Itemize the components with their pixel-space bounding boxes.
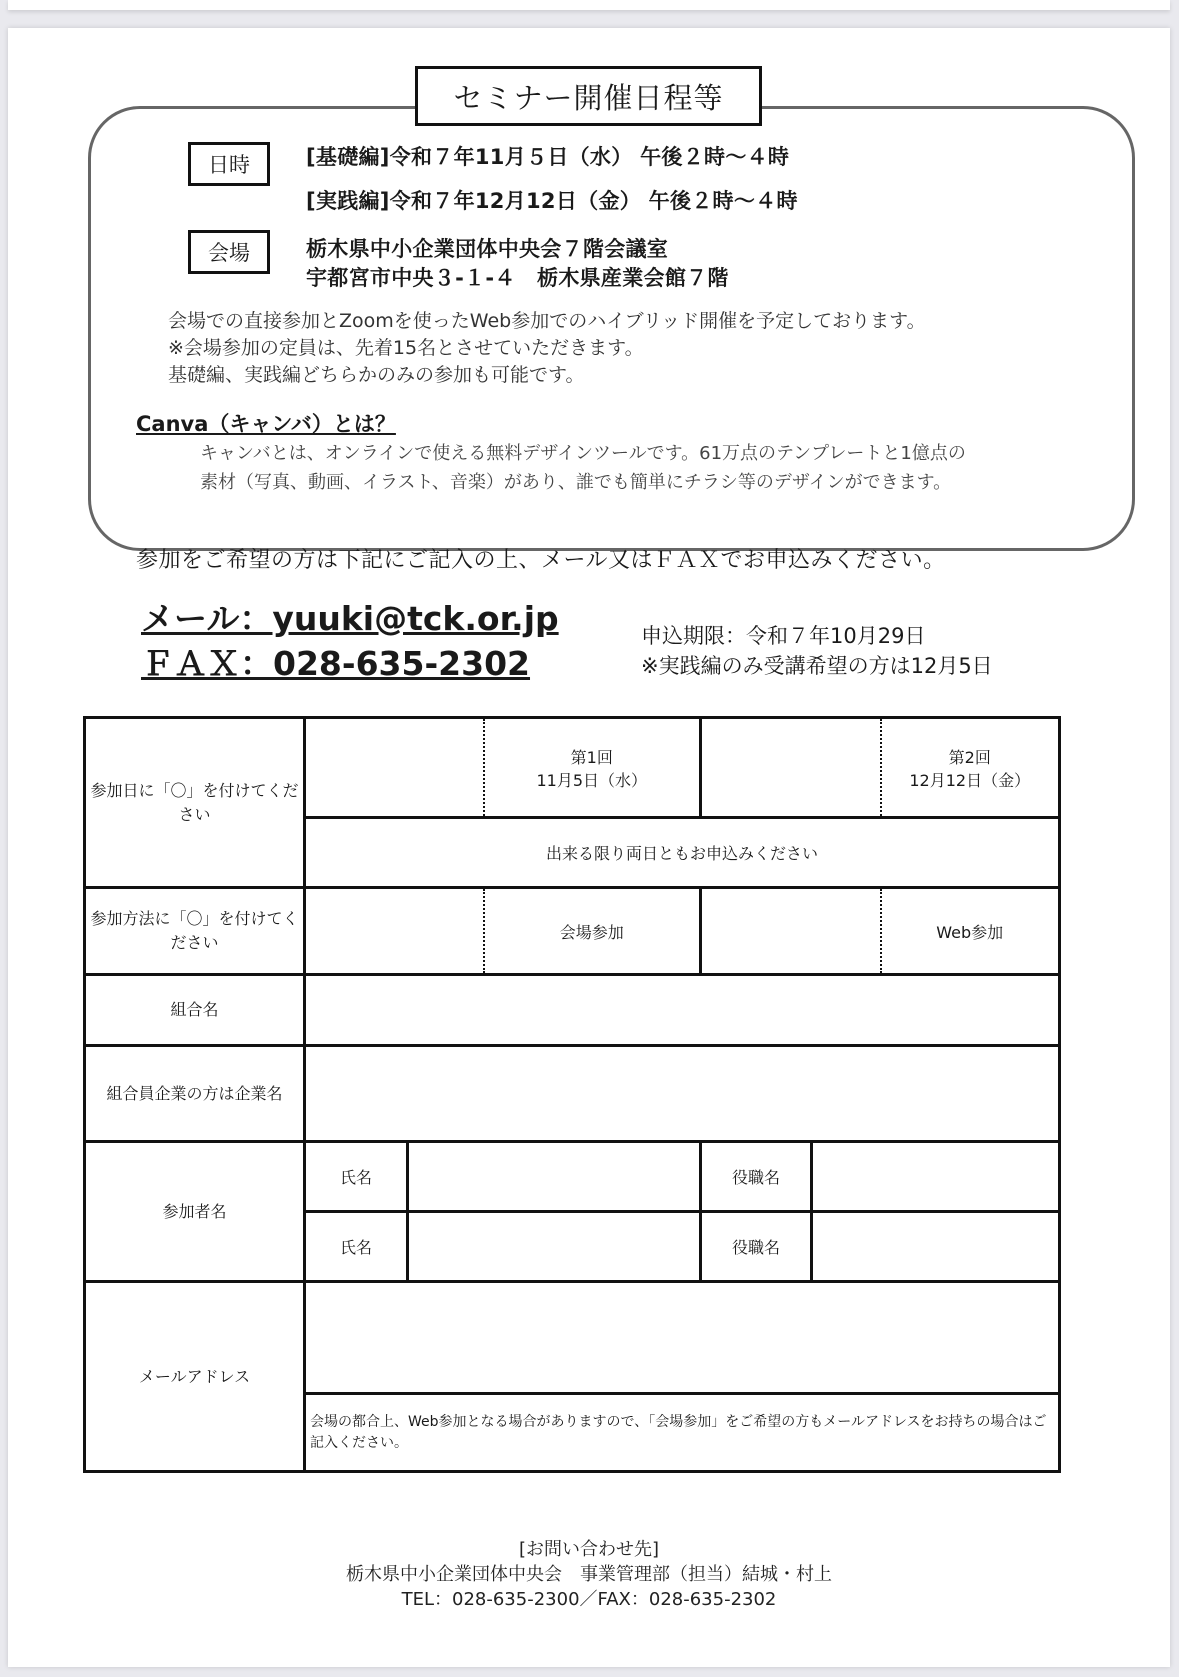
union-label: 組合名 (85, 975, 305, 1046)
canva-description (200, 439, 966, 497)
company-row (85, 1046, 1060, 1142)
datetime-basic: [基礎編]令和７年11月５日（水） 午後２時～４時 (306, 145, 790, 169)
venue-name: 栃木県中小企業団体中央会７階会議室 (306, 237, 669, 261)
seminar-title: セミナー開催日程等 (415, 66, 762, 126)
email-input[interactable] (305, 1282, 1060, 1394)
session1-title: 第1回 (570, 747, 613, 767)
footer-heading: [お問い合わせ先] (518, 1539, 660, 1560)
venue-address: 宇都宮市中央３-１-４ 栃木県産業会館７階 (306, 266, 729, 290)
note-hybrid: 会場での直接参加とZoomを使ったWeb参加でのハイブリッド開催を予定しております。 (168, 310, 926, 332)
application-form-table (83, 716, 1061, 1473)
session1-date: 11月5日（水） (536, 770, 648, 790)
session1-cell (484, 718, 701, 818)
name-input-2[interactable] (408, 1212, 701, 1282)
position-label-1: 役職名 (701, 1142, 812, 1212)
company-label: 組合員企業の方は企業名 (85, 1046, 305, 1142)
session2-date: 12月12日（金） (909, 770, 1031, 790)
fax-contact: ＦＡＸ：028-635-2302 (141, 644, 531, 683)
method-row (85, 888, 1060, 975)
both-days-note: 出来る限り両日ともお申込みください (305, 818, 1060, 888)
date-row (85, 718, 1060, 818)
email-row (85, 1282, 1060, 1394)
email-label: メールアドレス (85, 1282, 305, 1472)
method-label (85, 888, 305, 975)
footer-org: 栃木県中小企業団体中央会 事業管理部（担当）結城・村上 (346, 1564, 832, 1585)
previous-page-edge (8, 0, 1170, 10)
deadline: 申込期限：令和７年10月29日 (641, 624, 926, 648)
deadline-note: ※実践編のみ受講希望の方は12月5日 (641, 654, 993, 678)
session2-title: 第2回 (948, 747, 991, 767)
method-web-mark-cell[interactable] (701, 888, 881, 975)
canva-line: キャンバとは、オンラインで使える無料デザインツールです。61万点のテンプレートと1億点の (200, 443, 966, 464)
venue-label: 会場 (188, 230, 270, 274)
name-input-1[interactable] (408, 1142, 701, 1212)
datetime-practice: [実践編]令和７年12月12日（金） 午後２時～４時 (306, 189, 798, 213)
position-input-1[interactable] (812, 1142, 1060, 1212)
email-note: 会場の都合上、Web参加となる場合がありますので、「会場参加」をご希望の方もメールアドレスをお持ちの場合はご記入ください。 (305, 1394, 1060, 1472)
note-either: 基礎編、実践編どちらかのみの参加も可能です。 (168, 364, 585, 386)
union-input[interactable] (305, 975, 1060, 1046)
session1-mark-cell[interactable] (305, 718, 484, 818)
session2-cell (881, 718, 1060, 818)
session2-mark-cell[interactable] (701, 718, 881, 818)
method-venue: 会場参加 (484, 888, 701, 975)
participant-row-1 (85, 1142, 1060, 1212)
participant-label: 参加者名 (85, 1142, 305, 1282)
name-label-1: 氏名 (305, 1142, 408, 1212)
union-row (85, 975, 1060, 1046)
company-input[interactable] (305, 1046, 1060, 1142)
method-web: Web参加 (881, 888, 1060, 975)
canva-heading: Canva（キャンバ）とは？ (136, 412, 396, 436)
position-label-2: 役職名 (701, 1212, 812, 1282)
datetime-label: 日時 (188, 142, 270, 186)
position-input-2[interactable] (812, 1212, 1060, 1282)
date-label-text: 参加日に「〇」を付けてください (90, 780, 299, 824)
application-intro: 参加をご希望の方は下記にご記入の上、メール又はＦＡＸでお申込みください。 (136, 548, 946, 573)
date-label (85, 718, 305, 888)
contact-footer (8, 1537, 1170, 1612)
canva-line: 素材（写真、動画、イラスト、音楽）があり、誰でも簡単にチラシ等のデザインができます。 (200, 472, 952, 493)
footer-tel: TEL：028-635-2300／FAX：028-635-2302 (401, 1589, 777, 1610)
method-venue-mark-cell[interactable] (305, 888, 484, 975)
method-label-text: 参加方法に「〇」を付けてください (90, 909, 299, 952)
email-contact[interactable]: メール：yuuki@tck.or.jp (141, 599, 559, 638)
document-page (8, 28, 1170, 1667)
note-capacity: ※会場参加の定員は、先着15名とさせていただきます。 (168, 337, 644, 359)
name-label-2: 氏名 (305, 1212, 408, 1282)
